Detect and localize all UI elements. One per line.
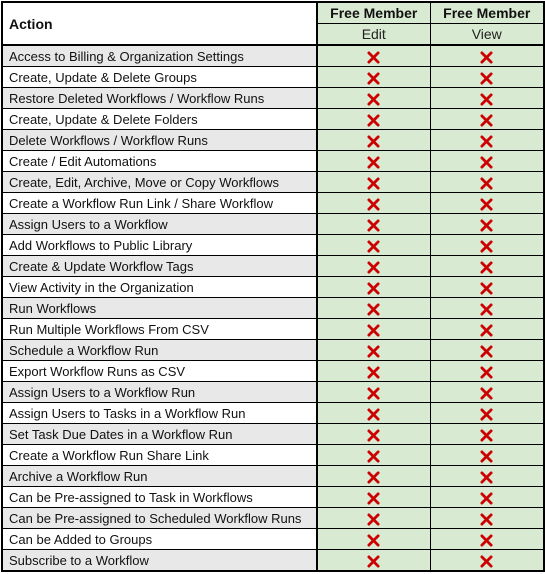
table-row [2, 214, 544, 235]
edit-subheader: Edit [317, 24, 430, 46]
red-x-icon [367, 93, 380, 106]
red-x-icon [367, 366, 380, 379]
red-x-icon [480, 492, 493, 505]
red-x-icon [367, 324, 380, 337]
view-permission-cell [430, 193, 544, 214]
view-permission-cell [430, 45, 544, 67]
edit-permission-cell [317, 45, 430, 67]
action-label: Access to Billing & Organization Settings [2, 45, 317, 67]
table-row [2, 109, 544, 130]
table-row [2, 193, 544, 214]
red-x-icon [480, 93, 493, 106]
red-x-icon [367, 261, 380, 274]
view-permission-cell [430, 109, 544, 130]
edit-permission-cell [317, 487, 430, 508]
table-row [2, 424, 544, 445]
red-x-icon [480, 387, 493, 400]
view-permission-cell [430, 529, 544, 550]
red-x-icon [367, 198, 380, 211]
view-permission-cell [430, 277, 544, 298]
view-permission-cell [430, 508, 544, 529]
table-row [2, 445, 544, 466]
action-label: Create, Update & Delete Groups [2, 67, 317, 88]
edit-permission-cell [317, 361, 430, 382]
edit-permission-cell [317, 298, 430, 319]
red-x-icon [367, 450, 380, 463]
edit-permission-cell [317, 235, 430, 256]
edit-permission-cell [317, 382, 430, 403]
table-row [2, 361, 544, 382]
action-label: Schedule a Workflow Run [2, 340, 317, 361]
action-label: Assign Users to Tasks in a Workflow Run [2, 403, 317, 424]
red-x-icon [367, 555, 380, 568]
view-permission-cell [430, 487, 544, 508]
red-x-icon [480, 282, 493, 295]
edit-permission-cell [317, 466, 430, 487]
view-permission-cell [430, 319, 544, 340]
red-x-icon [480, 324, 493, 337]
table-row [2, 403, 544, 424]
table-row [2, 340, 544, 361]
action-label: Run Multiple Workflows From CSV [2, 319, 317, 340]
edit-permission-cell [317, 151, 430, 172]
action-column-header: Action [2, 2, 317, 45]
action-label: Can be Pre-assigned to Task in Workflows [2, 487, 317, 508]
red-x-icon [367, 471, 380, 484]
red-x-icon [480, 429, 493, 442]
view-permission-cell [430, 151, 544, 172]
red-x-icon [480, 156, 493, 169]
red-x-icon [480, 198, 493, 211]
red-x-icon [367, 114, 380, 127]
red-x-icon [367, 303, 380, 316]
table-row [2, 256, 544, 277]
red-x-icon [367, 429, 380, 442]
red-x-icon [367, 135, 380, 148]
table-row [2, 382, 544, 403]
edit-permission-cell [317, 403, 430, 424]
action-label: Assign Users to a Workflow [2, 214, 317, 235]
table-row [2, 172, 544, 193]
view-permission-cell [430, 445, 544, 466]
action-label: Set Task Due Dates in a Workflow Run [2, 424, 317, 445]
action-label: Add Workflows to Public Library [2, 235, 317, 256]
red-x-icon [367, 492, 380, 505]
table-row [2, 151, 544, 172]
table-row [2, 67, 544, 88]
action-label: Create a Workflow Run Link / Share Workflow [2, 193, 317, 214]
edit-permission-cell [317, 550, 430, 572]
table-row [2, 45, 544, 67]
red-x-icon [480, 366, 493, 379]
view-permission-cell [430, 424, 544, 445]
table-row [2, 235, 544, 256]
red-x-icon [480, 345, 493, 358]
table-row [2, 529, 544, 550]
red-x-icon [480, 51, 493, 64]
red-x-icon [367, 177, 380, 190]
edit-permission-cell [317, 172, 430, 193]
view-permission-cell [430, 361, 544, 382]
edit-permission-cell [317, 529, 430, 550]
edit-permission-cell [317, 88, 430, 109]
red-x-icon [367, 282, 380, 295]
red-x-icon [480, 261, 493, 274]
view-permission-cell [430, 67, 544, 88]
action-label: Create a Workflow Run Share Link [2, 445, 317, 466]
action-label: View Activity in the Organization [2, 277, 317, 298]
table-row [2, 550, 544, 572]
table-row [2, 88, 544, 109]
action-label: Restore Deleted Workflows / Workflow Runs [2, 88, 317, 109]
red-x-icon [480, 240, 493, 253]
red-x-icon [367, 156, 380, 169]
view-permission-cell [430, 256, 544, 277]
red-x-icon [480, 177, 493, 190]
action-label: Create & Update Workflow Tags [2, 256, 317, 277]
table-row [2, 466, 544, 487]
red-x-icon [367, 387, 380, 400]
edit-permission-cell [317, 193, 430, 214]
red-x-icon [367, 240, 380, 253]
view-permission-cell [430, 403, 544, 424]
view-permission-cell [430, 466, 544, 487]
table-row [2, 277, 544, 298]
view-permission-cell [430, 88, 544, 109]
red-x-icon [480, 408, 493, 421]
table-row [2, 298, 544, 319]
red-x-icon [480, 72, 493, 85]
view-permission-cell [430, 130, 544, 151]
table-row [2, 508, 544, 529]
view-permission-cell [430, 172, 544, 193]
red-x-icon [367, 219, 380, 232]
red-x-icon [480, 555, 493, 568]
edit-permission-cell [317, 130, 430, 151]
free-member-view-header: Free Member [430, 2, 544, 24]
red-x-icon [480, 450, 493, 463]
action-label: Export Workflow Runs as CSV [2, 361, 317, 382]
red-x-icon [480, 471, 493, 484]
action-label: Create, Update & Delete Folders [2, 109, 317, 130]
free-member-edit-header: Free Member [317, 2, 430, 24]
table-row [2, 487, 544, 508]
action-label: Run Workflows [2, 298, 317, 319]
view-permission-cell [430, 298, 544, 319]
view-permission-cell [430, 214, 544, 235]
edit-permission-cell [317, 214, 430, 235]
red-x-icon [367, 513, 380, 526]
action-label: Create, Edit, Archive, Move or Copy Workflows [2, 172, 317, 193]
red-x-icon [480, 114, 493, 127]
table-row [2, 319, 544, 340]
red-x-icon [367, 345, 380, 358]
edit-permission-cell [317, 445, 430, 466]
permissions-table [1, 1, 545, 572]
action-label: Subscribe to a Workflow [2, 550, 317, 572]
edit-permission-cell [317, 67, 430, 88]
action-label: Assign Users to a Workflow Run [2, 382, 317, 403]
action-label: Delete Workflows / Workflow Runs [2, 130, 317, 151]
action-label: Archive a Workflow Run [2, 466, 317, 487]
view-permission-cell [430, 550, 544, 572]
view-subheader: View [430, 24, 544, 46]
red-x-icon [367, 408, 380, 421]
view-permission-cell [430, 382, 544, 403]
action-label: Can be Added to Groups [2, 529, 317, 550]
edit-permission-cell [317, 319, 430, 340]
red-x-icon [480, 219, 493, 232]
edit-permission-cell [317, 424, 430, 445]
view-permission-cell [430, 235, 544, 256]
action-label: Create / Edit Automations [2, 151, 317, 172]
edit-permission-cell [317, 508, 430, 529]
red-x-icon [367, 72, 380, 85]
edit-permission-cell [317, 277, 430, 298]
red-x-icon [480, 135, 493, 148]
action-label: Can be Pre-assigned to Scheduled Workflow Runs [2, 508, 317, 529]
red-x-icon [367, 51, 380, 64]
red-x-icon [367, 534, 380, 547]
edit-permission-cell [317, 256, 430, 277]
table-row [2, 130, 544, 151]
edit-permission-cell [317, 109, 430, 130]
red-x-icon [480, 303, 493, 316]
header-row [2, 2, 544, 24]
edit-permission-cell [317, 340, 430, 361]
red-x-icon [480, 534, 493, 547]
view-permission-cell [430, 340, 544, 361]
red-x-icon [480, 513, 493, 526]
